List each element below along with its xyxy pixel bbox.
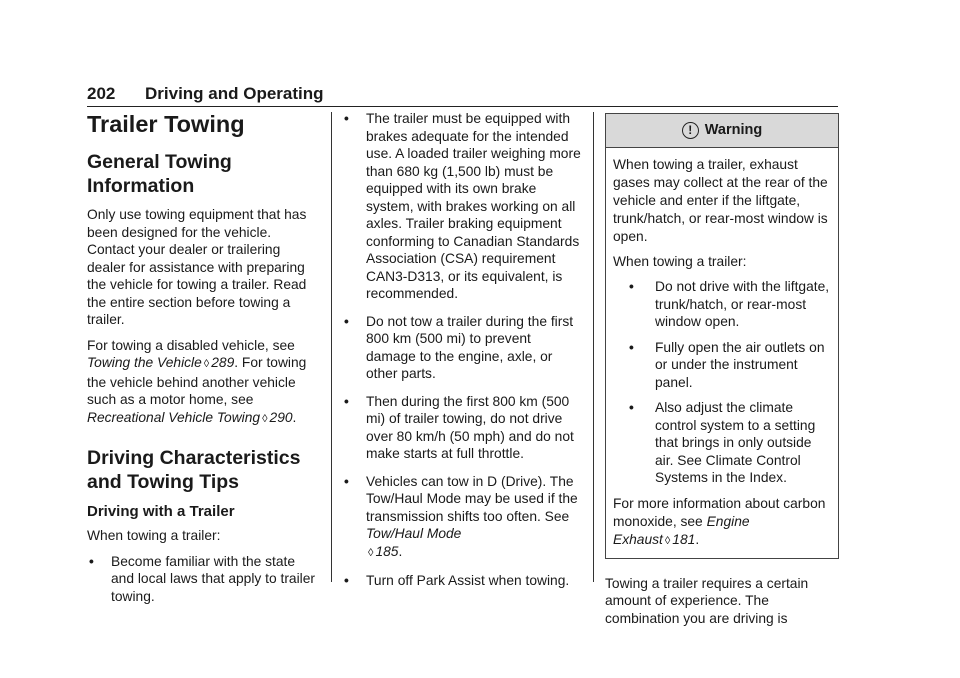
column-divider bbox=[593, 112, 594, 582]
bullet-list bbox=[613, 278, 831, 487]
paragraph: When towing a trailer: bbox=[613, 254, 747, 269]
section-title: Driving and Operating bbox=[145, 84, 324, 103]
bullet-icon: • bbox=[344, 111, 349, 126]
warning-body bbox=[606, 148, 838, 558]
cross-reference-link[interactable]: Recreational Vehicle Towing bbox=[87, 409, 261, 425]
cross-reference-link[interactable]: Tow/Haul Mode bbox=[366, 526, 462, 541]
list-item bbox=[613, 399, 831, 487]
text-run: . bbox=[695, 531, 700, 547]
list-item-text: Fully open the air outlets on or under the instrument panel. bbox=[655, 339, 825, 390]
list-item-text: Do not drive with the liftgate, trunk/hatch, or rear-most window open. bbox=[655, 279, 830, 329]
column-divider bbox=[331, 112, 332, 582]
column-left bbox=[87, 110, 319, 615]
warning-icon: ! bbox=[682, 122, 699, 139]
warning-header bbox=[606, 114, 838, 148]
warning-title: Warning bbox=[704, 121, 763, 138]
warning-box bbox=[605, 113, 839, 559]
list-item-text: Turn off Park Assist when towing. bbox=[366, 573, 570, 588]
page-ref-icon: ◊ bbox=[262, 412, 268, 425]
text-run: . bbox=[398, 543, 403, 559]
page-ref-icon: ◊ bbox=[368, 546, 374, 559]
bullet-icon: • bbox=[629, 339, 634, 355]
text-run: . bbox=[292, 409, 297, 425]
page-header bbox=[87, 84, 838, 107]
chapter-title: Trailer Towing bbox=[87, 111, 245, 137]
paragraph: Towing a trailer requires a certain amount of experience. The combination you are driving is bbox=[605, 575, 809, 626]
page-ref-icon: ◊ bbox=[203, 358, 210, 370]
list-item bbox=[342, 313, 582, 383]
cross-reference-link[interactable]: Towing the Vehicle bbox=[87, 355, 202, 370]
list-item bbox=[613, 339, 831, 392]
bullet-icon: • bbox=[344, 473, 349, 489]
bullet-list bbox=[342, 110, 582, 590]
list-item bbox=[342, 473, 582, 563]
page-reference[interactable]: 289 bbox=[211, 355, 235, 370]
list-item bbox=[87, 553, 319, 606]
page-reference[interactable]: 185 bbox=[375, 543, 399, 559]
list-item bbox=[342, 393, 582, 463]
page-reference[interactable]: 290 bbox=[269, 409, 293, 425]
page-number: 202 bbox=[87, 84, 116, 103]
list-item bbox=[342, 572, 582, 590]
paragraph: Only use towing equipment that has been designed for the vehicle. Contact your dealer or trailering dealer for assistance with preparing the vehicle for towing a trailer. Read the entire section before towing a trailer. bbox=[87, 207, 307, 327]
column-right bbox=[605, 113, 839, 635]
bullet-icon: • bbox=[629, 279, 634, 294]
list-item-text: The trailer must be equipped with brakes adequate for the intended use. A loaded trailer weighing more than 680 kg (1,500 lb) must be equipped with its own brake system, with brakes working on all axles. Trailer braking equipment conforming to Canadian Standards Association (CSA) requirement CAN3-D313, or its equivalent, is recommended. bbox=[366, 111, 581, 301]
bullet-icon: • bbox=[344, 313, 349, 329]
bullet-icon: • bbox=[89, 553, 94, 569]
text-run: For more information about carbon monoxide, see bbox=[613, 495, 826, 529]
paragraph bbox=[87, 337, 319, 429]
bullet-icon: • bbox=[344, 573, 349, 588]
subsection-heading: Driving with a Trailer bbox=[87, 503, 235, 520]
bullet-list bbox=[87, 553, 319, 606]
paragraph bbox=[613, 495, 831, 550]
paragraph: When towing a trailer, exhaust gases may collect at the rear of the vehicle and enter if the liftgate, trunk/hatch, or rear-most window is open. bbox=[613, 157, 828, 244]
list-item-text: Vehicles can tow in D (Drive). The Tow/Haul Mode may be used if the transmission shifts too often. See bbox=[366, 473, 578, 524]
column-middle bbox=[342, 110, 582, 600]
page-reference[interactable]: 181 bbox=[672, 531, 696, 547]
list-item-text: Do not tow a trailer during the first 800 km (500 mi) to prevent damage to the engine, axle, or other parts. bbox=[366, 313, 574, 381]
section-heading: General Towing Information bbox=[87, 151, 232, 197]
cross-reference-link[interactable]: Engine Exhaust bbox=[613, 513, 750, 547]
text-run: For towing a disabled vehicle, see bbox=[87, 337, 295, 353]
bullet-icon: • bbox=[344, 393, 349, 409]
page-ref-icon: ◊ bbox=[664, 534, 671, 547]
section-heading: Driving Characteristics and Towing Tips bbox=[87, 447, 301, 493]
list-item-text: Then during the first 800 km (500 mi) of trailer towing, do not drive over 80 km/h (50 mph) and do not make starts at full throttle. bbox=[366, 393, 574, 461]
list-item-text: Also adjust the climate control system to a setting that brings in only outside air. See Climate Control Systems in the Index. bbox=[655, 400, 816, 485]
paragraph: When towing a trailer: bbox=[87, 528, 221, 543]
list-item bbox=[613, 278, 831, 331]
text-run: . For towing the vehicle behind another vehicle such as a motor home, see bbox=[87, 355, 307, 407]
list-item bbox=[342, 110, 582, 303]
list-item-text: Become familiar with the state and local laws that apply to trailer towing. bbox=[111, 553, 315, 604]
bullet-icon: • bbox=[629, 400, 634, 415]
